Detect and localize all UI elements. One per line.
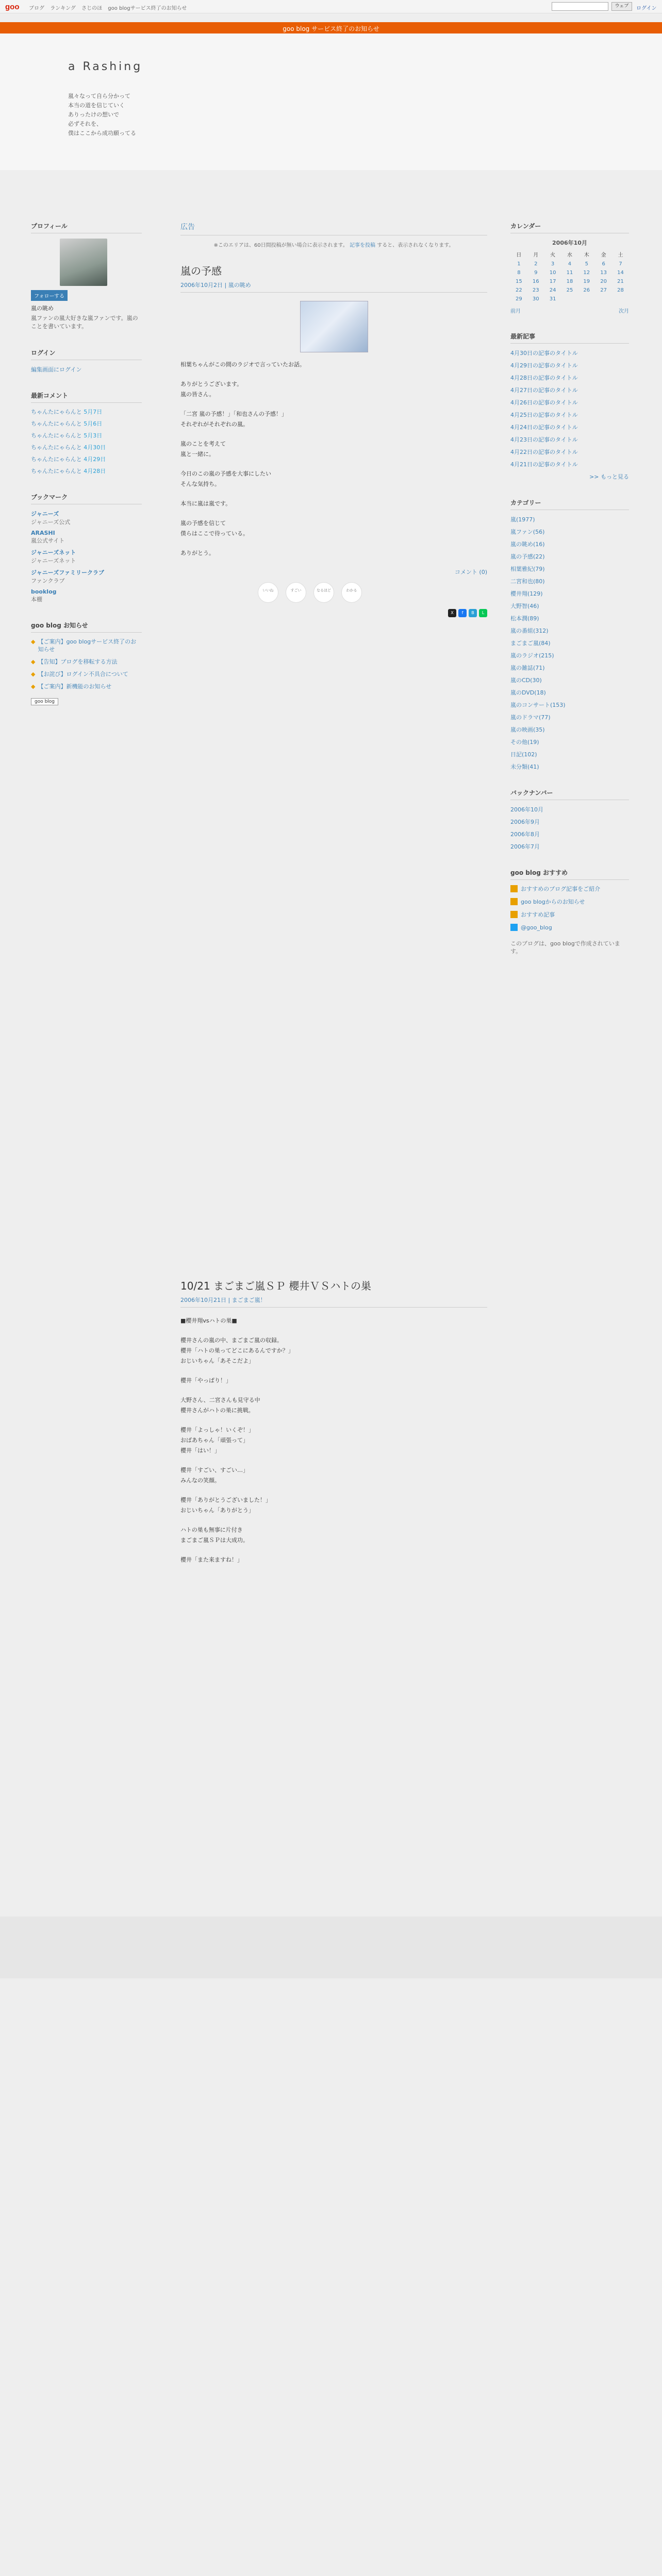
weekday-label: 日 [516, 252, 522, 258]
goo-blog-note: このブログは、goo blogで作成されています。 [510, 940, 620, 955]
post-paragraph: ありがとう。 [180, 550, 214, 556]
post-body [180, 360, 487, 558]
weekday-label: 水 [567, 252, 572, 258]
weekday-label: 月 [533, 252, 539, 258]
category-link[interactable]: 嵐の予感(22) [510, 553, 545, 560]
twitter-icon [510, 924, 518, 931]
goo-news-heading: goo blog お知らせ [31, 621, 142, 633]
profile-heading: プロフィール [31, 222, 142, 233]
calendar-day[interactable]: 4 [568, 261, 572, 267]
category-link[interactable]: 相葉雅紀(79) [510, 566, 545, 572]
x-share-icon[interactable]: X [448, 609, 456, 617]
recommend-heading: goo blog おすすめ [510, 868, 629, 880]
share-buttons [180, 609, 487, 617]
category-link[interactable]: 大野智(46) [510, 603, 539, 609]
recent-comment-date[interactable]: 4月30日 [84, 444, 106, 451]
archive-link[interactable]: 2006年10月 [510, 806, 543, 813]
calendar-day[interactable]: 12 [583, 270, 590, 276]
ad-note-text: すると、表示されなくなります。 [377, 243, 454, 248]
calendar-day[interactable]: 6 [602, 261, 605, 267]
calendar-day[interactable]: 23 [532, 287, 539, 293]
blog-header [0, 33, 662, 170]
ad-label: 広告 [180, 222, 487, 235]
recommend-item[interactable] [510, 898, 629, 906]
recommend-thumb-icon [510, 911, 518, 918]
ad-note-text: ※このエリアは、60日間投稿が無い場合に表示されます。 [213, 243, 348, 248]
recommend-item[interactable] [510, 885, 629, 893]
post-paragraph: 大野さん、二宮さんも見守る中 櫻井さんがハトの巣に挑戦。 [180, 1397, 260, 1414]
recent-entry-link[interactable]: 4月26日の記事のタイトル [510, 399, 578, 406]
weekday-label: 火 [550, 252, 556, 258]
goo-news-text[interactable]: 【ご案内】新機能のお知らせ [38, 683, 112, 690]
archives-box [510, 788, 629, 851]
weekday-label: 金 [601, 252, 606, 258]
category-link[interactable]: 嵐の映画(35) [510, 726, 545, 733]
recommend-text[interactable]: おすすめ記事 [521, 911, 555, 918]
post-paragraph: ありがとうございます。 嵐の皆さん。 [180, 381, 243, 398]
post-paragraph: 「二宮 嵐の予感！」「和也さんの予感！」 それぞれがそれぞれの嵐。 [180, 411, 287, 428]
blog-title[interactable]: a Rashing [68, 60, 143, 73]
calendar-day[interactable]: 3 [551, 261, 555, 267]
calendar-day[interactable]: 17 [549, 279, 556, 284]
bookmark-title[interactable]: ジャニーズネット [31, 549, 76, 556]
login-box [31, 348, 142, 374]
calendar-day[interactable]: 27 [600, 287, 607, 293]
recommend-thumb-icon [510, 885, 518, 892]
admin-login-link[interactable]: 編集画面にログイン [31, 366, 82, 373]
calendar-box [510, 222, 629, 314]
bookmark-title[interactable]: ジャニーズ [31, 511, 59, 517]
global-bar [0, 0, 662, 13]
calendar-day[interactable]: 11 [566, 270, 573, 276]
recent-entry-link[interactable]: 4月24日の記事のタイトル [510, 424, 578, 431]
recent-entries-box [510, 332, 629, 481]
bookmark-sub: ジャニーズ公式 [31, 519, 71, 526]
facebook-share-icon[interactable]: f [458, 609, 467, 617]
calendar-day[interactable] [595, 295, 612, 303]
bookmarks-box [31, 493, 142, 603]
post-paragraph: 相葉ちゃんがこの間のラジオで言っていたお話。 [180, 361, 305, 368]
page-divider-band [0, 1917, 662, 1978]
recent-entry-link[interactable]: 4月23日の記事のタイトル [510, 436, 578, 443]
post-paragraph: 櫻井「ありがとうございました！」 おじいちゃん「ありがとう」 [180, 1497, 271, 1514]
weekday-label: 木 [584, 252, 589, 258]
calendar-day[interactable]: 21 [617, 279, 624, 284]
bullet-icon: ◆ [31, 671, 36, 677]
archives-heading: バックナンバー [510, 788, 629, 800]
goo-logo[interactable]: goo [5, 3, 20, 11]
recent-comment-item[interactable] [31, 455, 142, 463]
post [180, 263, 487, 617]
category-link[interactable]: 二宮和也(80) [510, 578, 545, 585]
recent-comment-item[interactable] [31, 444, 142, 451]
recommend-item[interactable] [510, 911, 629, 919]
category-link[interactable]: まごまご嵐(84) [510, 640, 551, 647]
post-paragraph: 本当に嵐は嵐です。 [180, 500, 231, 507]
bookmark-item[interactable] [31, 548, 142, 565]
category-link[interactable]: 嵐のコンサート(153) [510, 702, 566, 708]
calendar-day[interactable]: 9 [534, 270, 538, 276]
recent-comment-item[interactable] [31, 420, 142, 428]
calendar-day[interactable]: 29 [516, 296, 522, 302]
calendar-day[interactable]: 24 [549, 287, 556, 293]
profile-name: 嵐の眺め [31, 305, 54, 312]
calendar-day[interactable]: 15 [516, 279, 522, 284]
calendar-day[interactable]: 31 [549, 296, 556, 302]
calendar-day[interactable]: 26 [583, 287, 590, 293]
calendar-day[interactable]: 8 [517, 270, 521, 276]
goo-news-item[interactable] [31, 658, 142, 666]
recent-comment-item[interactable] [31, 432, 142, 439]
bookmark-item[interactable] [31, 588, 142, 603]
category-link[interactable]: 嵐のラジオ(215) [510, 652, 554, 659]
login-link[interactable]: ログイン [636, 6, 657, 11]
category-link[interactable]: 嵐のDVD(18) [510, 689, 546, 696]
category-link[interactable]: 嵐のドラマ(77) [510, 714, 551, 721]
goo-news-item[interactable] [31, 670, 142, 678]
category-link[interactable]: 嵐の番組(312) [510, 628, 549, 634]
post-paragraph: 櫻井「よっしゃ！いくぞ！」 おばあちゃん「頑張って」 櫻井「はい！」 [180, 1427, 254, 1454]
reaction-button[interactable]: すごい [286, 582, 306, 603]
weekday-label: 土 [618, 252, 623, 258]
bookmark-sub: ジャニーズネット [31, 557, 76, 564]
calendar-day[interactable]: 18 [566, 279, 573, 284]
recent-comment-date[interactable]: 5月6日 [84, 420, 103, 427]
post-image[interactable] [300, 301, 368, 352]
left-sidebar [31, 222, 142, 723]
post-title[interactable]: 10/21 まごまご嵐ＳＰ 櫻井ＶＳハトの巣 [180, 1280, 371, 1292]
avatar[interactable] [60, 239, 107, 286]
post-meta[interactable]: 2006年10月2日 | 嵐の眺め [180, 281, 487, 293]
goo-news-text[interactable]: 【お詫び】ログイン不具合について [38, 671, 128, 677]
recommend-text[interactable]: おすすめのブログ記事をご紹介 [521, 886, 601, 892]
calendar-day[interactable]: 19 [583, 279, 590, 284]
calendar-day[interactable]: 5 [585, 261, 588, 267]
bullet-icon: ◆ [31, 638, 36, 645]
calendar-heading: カレンダー [510, 222, 629, 233]
calendar-day[interactable] [612, 295, 629, 303]
blog-description-line: 本当の道を信じていく [68, 102, 125, 109]
category-link[interactable]: 嵐の雑誌(71) [510, 665, 545, 671]
profile-text: 嵐ファンの嵐大好きな嵐ファンです。嵐のことを書いています。 [31, 315, 138, 330]
calendar-next-link[interactable]: 次月 [619, 309, 629, 314]
bookmark-sub: ファンクラブ [31, 578, 65, 584]
blog-description-line: 僕はここから成功願ってる [68, 130, 136, 137]
calendar-title: 2006年10月 [552, 240, 587, 246]
bookmark-item[interactable] [31, 568, 142, 585]
post-paragraph: 櫻井さんの嵐の中、まごまご嵐の収録。 櫻井「ハトの巣ってどこにあるんですか？」 おじいちゃん「あそこだよ」 [180, 1337, 294, 1364]
global-nav-item[interactable]: goo blogサービス終了のお知らせ [108, 6, 187, 11]
bullet-icon: ◆ [31, 683, 36, 690]
post-body [180, 1316, 487, 1565]
recent-comments-box [31, 391, 142, 475]
follow-button[interactable]: フォローする [31, 290, 68, 301]
goo-news-text[interactable]: 【告知】ブログを移転する方法 [38, 658, 118, 665]
post-paragraph: 嵐のことを考えて 嵐と一緒に。 [180, 440, 226, 457]
blog-description-line: 嵐々なって自ら分かって [68, 93, 130, 99]
calendar-prev-link[interactable]: 前月 [510, 309, 521, 314]
recent-comment-date[interactable]: 5月7日 [84, 409, 103, 415]
recent-entry-link[interactable]: 4月30日の記事のタイトル [510, 350, 578, 357]
bookmark-sub: 嵐公式サイト [31, 537, 65, 544]
goo-news-item[interactable] [31, 638, 142, 653]
post-paragraph: ハトの巣も無事に片付き まごまご嵐ＳＰは大成功。 [180, 1527, 249, 1544]
recent-entry-link[interactable]: 4月28日の記事のタイトル [510, 375, 578, 381]
calendar-table [510, 249, 629, 303]
reaction-buttons [258, 582, 487, 603]
main-column [180, 222, 487, 628]
goo-blog-badge[interactable]: goo blog [31, 698, 58, 705]
twitter-handle[interactable]: @goo_blog [521, 924, 552, 931]
notice-bar[interactable] [0, 22, 662, 33]
post-paragraph: 今日のこの嵐の予感を大事にしたい そんな気持ち。 [180, 470, 271, 487]
ad-note-link[interactable]: 記事を投稿 [350, 243, 376, 248]
bookmark-sub: 本棚 [31, 596, 42, 603]
category-link[interactable]: 嵐ファン(56) [510, 529, 545, 535]
recent-entry-link[interactable]: 4月29日の記事のタイトル [510, 362, 578, 369]
category-link[interactable]: 日記(102) [510, 751, 537, 758]
recommend-thumb-icon [510, 898, 518, 905]
category-link[interactable]: その他(19) [510, 739, 539, 745]
recent-entry-link[interactable]: 4月27日の記事のタイトル [510, 387, 578, 394]
post-paragraph: ■櫻井翔vsハトの巣■ [180, 1317, 237, 1324]
reaction-button[interactable]: なるほど [313, 582, 334, 603]
archive-link[interactable]: 2006年7月 [510, 843, 540, 850]
bookmark-item[interactable] [31, 510, 142, 526]
global-nav-item[interactable]: さじのほ [81, 6, 103, 11]
calendar-day[interactable]: 30 [532, 296, 539, 302]
recent-entry-link[interactable]: 4月22日の記事のタイトル [510, 449, 578, 455]
recent-comments-heading: 最新コメント [31, 391, 142, 403]
right-sidebar [510, 222, 629, 973]
category-link[interactable]: 櫻井翔(129) [510, 590, 543, 597]
recent-comment-date[interactable]: 5月3日 [84, 432, 103, 439]
archive-link[interactable]: 2006年9月 [510, 819, 540, 825]
notice-text[interactable]: goo blog サービス終了のお知らせ [283, 25, 379, 32]
bookmark-title[interactable]: ARASHI [31, 530, 55, 536]
profile-box [31, 222, 142, 331]
post-title[interactable]: 嵐の予感 [180, 265, 222, 277]
category-link[interactable]: 嵐の眺め(16) [510, 541, 545, 548]
post-paragraph: 櫻井「すごい、すごい…」 みんなの笑顔。 [180, 1467, 249, 1484]
blog-description [68, 92, 136, 138]
category-link[interactable]: 嵐(1977) [510, 516, 535, 523]
global-nav [29, 4, 191, 11]
archive-link[interactable]: 2006年8月 [510, 831, 540, 838]
recommend-box [510, 868, 629, 955]
calendar-nav [510, 307, 629, 314]
category-link[interactable]: 嵐のCD(30) [510, 677, 542, 684]
global-nav-item[interactable]: ブログ [29, 6, 44, 11]
hatena-share-icon[interactable]: B [469, 609, 477, 617]
bookmark-item[interactable] [31, 530, 142, 545]
post-paragraph: 嵐の予感を信じて 僕らはここで待っている。 [180, 520, 249, 537]
search-button[interactable]: ウェブ [611, 2, 632, 11]
recent-comment-title[interactable]: ちゃんたにゃらんと [31, 409, 82, 415]
recent-comment-date[interactable]: 4月29日 [84, 456, 106, 463]
goo-news-box [31, 621, 142, 705]
recent-comment-item[interactable] [31, 408, 142, 416]
ad-note [180, 242, 487, 249]
recommend-text[interactable]: goo blogからのお知らせ [521, 899, 585, 905]
calendar-day[interactable] [561, 295, 578, 303]
post-meta[interactable]: 2006年10月21日 | まごまご嵐！ [180, 1296, 487, 1308]
calendar-day[interactable]: 2 [534, 261, 538, 267]
recent-comment-title[interactable]: ちゃんたにゃらんと [31, 420, 82, 427]
calendar-day[interactable]: 7 [619, 261, 622, 267]
category-link[interactable]: 未分類(41) [510, 764, 539, 770]
recent-comment-title[interactable]: ちゃんたにゃらんと [31, 432, 82, 439]
bookmark-title[interactable]: booklog [31, 588, 57, 595]
login-heading: ログイン [31, 348, 142, 360]
recent-entry-link[interactable]: 4月21日の記事のタイトル [510, 461, 578, 468]
comment-link[interactable]: コメント (0) [454, 569, 487, 575]
line-share-icon[interactable]: L [479, 609, 487, 617]
blog-description-line: ありったけの想いで [68, 111, 119, 118]
twitter-item[interactable] [510, 924, 629, 931]
calendar-day[interactable]: 28 [617, 287, 624, 293]
calendar-day[interactable]: 13 [600, 270, 607, 276]
recent-comment-title[interactable]: ちゃんたにゃらんと [31, 444, 82, 451]
post-paragraph: 櫻井「やっぱり！」 [180, 1377, 231, 1384]
post-paragraph: 櫻井「また来ますね！」 [180, 1556, 243, 1563]
categories-heading: カテゴリー [510, 498, 629, 510]
recent-entries-heading: 最新記事 [510, 332, 629, 344]
bookmark-title[interactable]: ジャニーズファミリークラブ [31, 569, 105, 576]
categories-box [510, 498, 629, 771]
reaction-button[interactable]: いいね [258, 582, 278, 603]
global-nav-item[interactable]: ランキング [50, 6, 76, 11]
bookmarks-heading: ブックマーク [31, 493, 142, 504]
category-link[interactable]: 松本潤(89) [510, 615, 539, 622]
recent-comment-title[interactable]: ちゃんたにゃらんと [31, 468, 82, 474]
calendar-day[interactable] [578, 295, 595, 303]
calendar-day[interactable]: 25 [566, 287, 573, 293]
blog-description-line: 必ずそれを、 [68, 121, 102, 127]
goo-news-item[interactable] [31, 683, 142, 690]
calendar-day[interactable]: 1 [517, 261, 521, 267]
reaction-button[interactable]: わかる [341, 582, 362, 603]
bullet-icon: ◆ [31, 658, 36, 665]
recent-comment-item[interactable] [31, 467, 142, 475]
calendar-day[interactable]: 16 [532, 279, 539, 284]
calendar-day[interactable]: 20 [600, 279, 607, 284]
recent-comment-date[interactable]: 4月28日 [84, 468, 106, 474]
more-entries-link[interactable]: >> もっと見る [589, 473, 629, 480]
calendar-day[interactable]: 22 [516, 287, 522, 293]
calendar-day[interactable]: 14 [617, 270, 624, 276]
search-input[interactable] [552, 2, 608, 11]
calendar-day[interactable]: 10 [549, 270, 556, 276]
recent-comment-title[interactable]: ちゃんたにゃらんと [31, 456, 82, 463]
goo-news-text[interactable]: 【ご案内】goo blogサービス終了のお知らせ [38, 638, 137, 653]
post [180, 1278, 487, 1574]
recent-entry-link[interactable]: 4月25日の記事のタイトル [510, 412, 578, 418]
